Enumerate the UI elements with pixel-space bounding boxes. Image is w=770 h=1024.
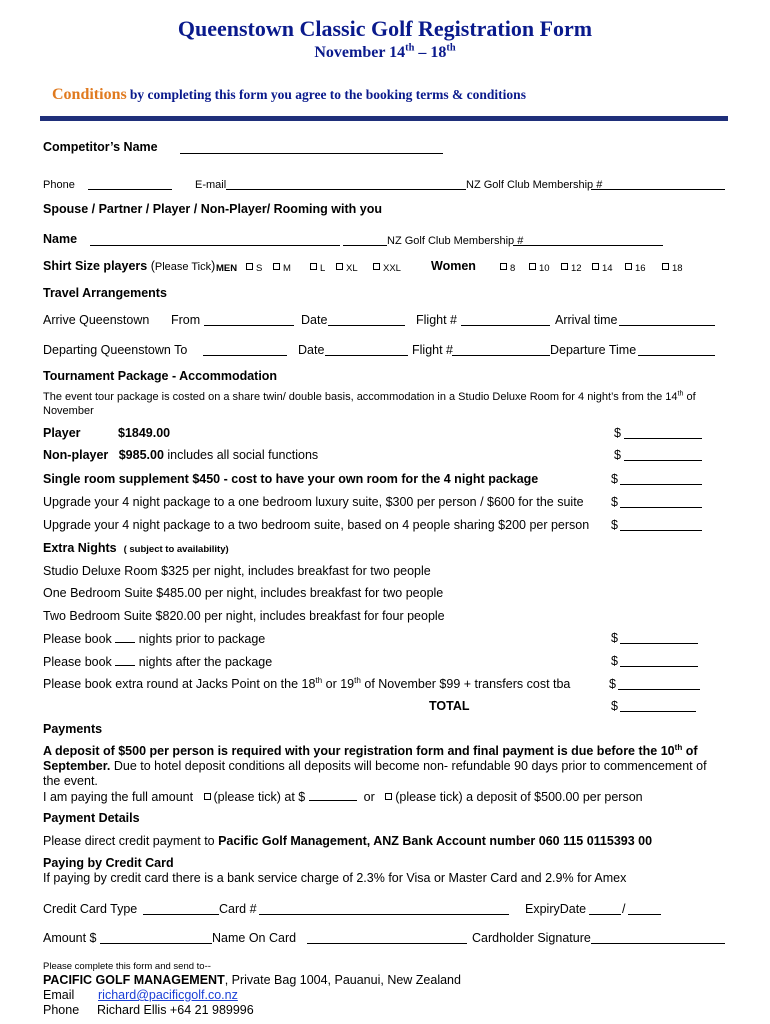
men-size-l[interactable]: L	[310, 261, 325, 276]
arrive-date-field[interactable]	[328, 314, 405, 326]
player-price: $1849.00	[118, 426, 171, 440]
arrive-date-label: Date	[301, 313, 328, 327]
studio-deluxe-text: Studio Deluxe Room $325 per night, includes breakfast for two people	[43, 564, 431, 578]
arrive-flight-label: Flight #	[416, 313, 457, 327]
nights-prior-amount-field[interactable]	[620, 632, 698, 644]
one-bedroom-suite-text: One Bedroom Suite $485.00 per night, includes breakfast for two people	[43, 586, 444, 600]
jacks-point-line: Please book extra round at Jacks Point on the 18th or 19th of November $99 + transfers cost tba	[43, 675, 571, 691]
phone-label: Phone	[43, 179, 75, 191]
deposit-line3: the event.	[43, 774, 98, 788]
women-size-14[interactable]: 14	[592, 261, 613, 276]
full-amount-field[interactable]	[309, 789, 357, 801]
arrive-label: Arrive Queenstown	[43, 313, 150, 327]
men-size-m[interactable]: M	[273, 261, 291, 276]
signature-label: Cardholder Signature	[472, 931, 591, 945]
package-heading: Tournament Package - Accommodation	[43, 369, 278, 383]
total-amount-field[interactable]	[620, 700, 696, 712]
nights-prior-currency: $	[611, 631, 618, 645]
men-size-xxl[interactable]: XXL	[373, 261, 401, 276]
arrive-from-label: From	[171, 313, 201, 327]
expiry-month-field[interactable]	[589, 903, 621, 915]
upgrade-one-bedroom-currency: $	[611, 495, 618, 509]
single-supplement-currency: $	[611, 472, 618, 486]
amount-label: Amount $	[43, 931, 97, 945]
card-type-field[interactable]	[143, 903, 219, 915]
upgrade-two-bedroom-text: Upgrade your 4 night package to a two bedroom suite, based on 4 people sharing $200 per person	[43, 518, 590, 532]
direct-credit-line: Please direct credit payment to Pacific Golf Management, ANZ Bank Account number 060 115 0115393 00	[43, 834, 653, 848]
upgrade-one-bedroom-text: Upgrade your 4 night package to a one bedroom luxury suite, $300 per person / $600 for the suite	[43, 495, 584, 509]
expiry-label: ExpiryDate	[525, 902, 587, 916]
upgrade-one-bedroom-field[interactable]	[620, 496, 702, 508]
form-title: Queenstown Classic Golf Registration Form	[177, 16, 593, 41]
signature-field[interactable]	[591, 932, 725, 944]
footer-phone: Richard Ellis +64 21 989996	[97, 1003, 254, 1017]
conditions-text: by completing this form you agree to the booking terms & conditions	[129, 87, 526, 102]
spouse-membership-prefix-field[interactable]	[343, 234, 387, 246]
spouse-name-field[interactable]	[90, 234, 340, 246]
footer-phone-label: Phone	[43, 1003, 80, 1017]
departure-time-field[interactable]	[638, 344, 715, 356]
name-on-card-field[interactable]	[307, 932, 467, 944]
nights-after-currency: $	[611, 654, 618, 668]
extra-nights-heading: Extra Nights ( subject to availability)	[43, 541, 229, 555]
two-bedroom-suite-text: Two Bedroom Suite $820.00 per night, includes breakfast for four people	[43, 609, 445, 623]
package-description: The event tour package is costed on a share twin/ double basis, accommodation in a Studio Deluxe Room for 4 night’s from the 14th of	[43, 389, 696, 403]
player-currency: $	[614, 426, 621, 440]
travel-heading: Travel Arrangements	[43, 286, 167, 300]
deposit-line1: A deposit of $500 per person is required with your registration form and final payment is due before the 10th of	[43, 742, 698, 758]
men-size-s[interactable]: S	[246, 261, 262, 276]
name-on-card-label: Name On Card	[212, 931, 297, 945]
spouse-membership-field[interactable]	[513, 234, 663, 246]
phone-field[interactable]	[88, 178, 172, 190]
depart-label: Departing Queenstown To	[43, 343, 188, 357]
upgrade-two-bedroom-field[interactable]	[620, 519, 702, 531]
spouse-name-label: Name	[43, 232, 78, 246]
credit-card-text: If paying by credit card there is a bank service charge of 2.3% for Visa or Master Card and 2.9% for Amex	[43, 871, 627, 885]
upgrade-two-bedroom-currency: $	[611, 518, 618, 532]
expiry-slash: /	[622, 902, 626, 916]
total-label: TOTAL	[429, 699, 470, 713]
footer-email-link[interactable]: richard@pacificgolf.co.nz	[98, 988, 238, 1002]
single-supplement-text: Single room supplement $450 - cost to have your own room for the 4 night package	[43, 472, 539, 486]
header-divider	[40, 116, 728, 121]
footer-email-label: Email	[43, 988, 75, 1002]
nonplayer-currency: $	[614, 448, 621, 462]
jacks-point-amount-field[interactable]	[618, 678, 700, 690]
nonplayer-line: Non-player $985.00 includes all social functions	[43, 448, 319, 462]
competitor-name-field[interactable]	[180, 142, 443, 154]
nights-after-line: Please book nights after the package	[43, 655, 273, 669]
payment-choice-line: I am paying the full amount (please tick) at $ or (please tick) a deposit of $500.00 per person	[43, 790, 643, 804]
membership-label: NZ Golf Club Membership #	[466, 179, 603, 191]
email-field[interactable]	[226, 178, 466, 190]
depart-date-field[interactable]	[325, 344, 408, 356]
men-label: MEN	[216, 263, 238, 274]
deposit-checkbox[interactable]	[385, 793, 392, 800]
membership-field[interactable]	[591, 178, 725, 190]
deposit-line2: September. Due to hotel deposit conditions all deposits will become non- refundable 90 days prior to commencement of	[43, 759, 707, 773]
arrive-from-field[interactable]	[204, 314, 294, 326]
shirt-size-label: Shirt Size players (Please Tick)	[43, 259, 216, 273]
event-dates: November 14th – 18th	[314, 42, 456, 61]
arrival-time-field[interactable]	[619, 314, 715, 326]
nights-after-field[interactable]	[115, 654, 135, 666]
nonplayer-amount-field[interactable]	[624, 449, 702, 461]
departure-time-label: Departure Time	[550, 343, 637, 357]
women-size-12[interactable]: 12	[561, 261, 582, 276]
spouse-heading: Spouse / Partner / Player / Non-Player/ Rooming with you	[43, 202, 382, 216]
card-type-label: Credit Card Type	[43, 902, 138, 916]
jacks-point-currency: $	[609, 677, 616, 691]
expiry-year-field[interactable]	[628, 903, 661, 915]
nights-prior-line: Please book nights prior to package	[43, 632, 266, 646]
depart-to-field[interactable]	[203, 344, 287, 356]
depart-flight-field[interactable]	[452, 344, 550, 356]
men-size-xl[interactable]: XL	[336, 261, 358, 276]
total-currency: $	[611, 699, 618, 713]
depart-flight-label: Flight #	[412, 343, 453, 357]
payment-details-heading: Payment Details	[43, 811, 140, 825]
women-size-16[interactable]: 16	[625, 261, 646, 276]
card-number-label: Card #	[219, 902, 257, 916]
depart-date-label: Date	[298, 343, 325, 357]
nights-after-amount-field[interactable]	[620, 655, 698, 667]
package-description-line2: November	[43, 405, 94, 417]
player-amount-field[interactable]	[624, 427, 702, 439]
conditions-line	[52, 86, 526, 104]
women-size-18[interactable]: 18	[662, 261, 683, 276]
player-label: Player	[43, 426, 81, 440]
spouse-membership-label: NZ Golf Club Membership #	[387, 235, 524, 247]
women-size-8[interactable]: 8	[500, 261, 515, 276]
women-size-10[interactable]: 10	[529, 261, 550, 276]
footer-note: Please complete this form and send to--	[43, 961, 211, 972]
arrive-flight-field[interactable]	[461, 314, 550, 326]
payments-heading: Payments	[43, 722, 103, 736]
single-supplement-field[interactable]	[620, 473, 702, 485]
amount-field[interactable]	[100, 932, 212, 944]
conditions-word: Conditions	[52, 86, 127, 103]
full-amount-checkbox[interactable]	[204, 793, 211, 800]
women-label: Women	[431, 259, 476, 273]
email-label: E-mail	[195, 179, 227, 191]
card-number-field[interactable]	[259, 903, 509, 915]
credit-card-heading: Paying by Credit Card	[43, 856, 174, 870]
company-line: PACIFIC GOLF MANAGEMENT, Private Bag 1004, Pauanui, New Zealand	[43, 973, 461, 987]
nights-prior-field[interactable]	[115, 631, 135, 643]
arrival-time-label: Arrival time	[555, 313, 618, 327]
competitor-name-label: Competitor’s Name	[43, 140, 158, 154]
